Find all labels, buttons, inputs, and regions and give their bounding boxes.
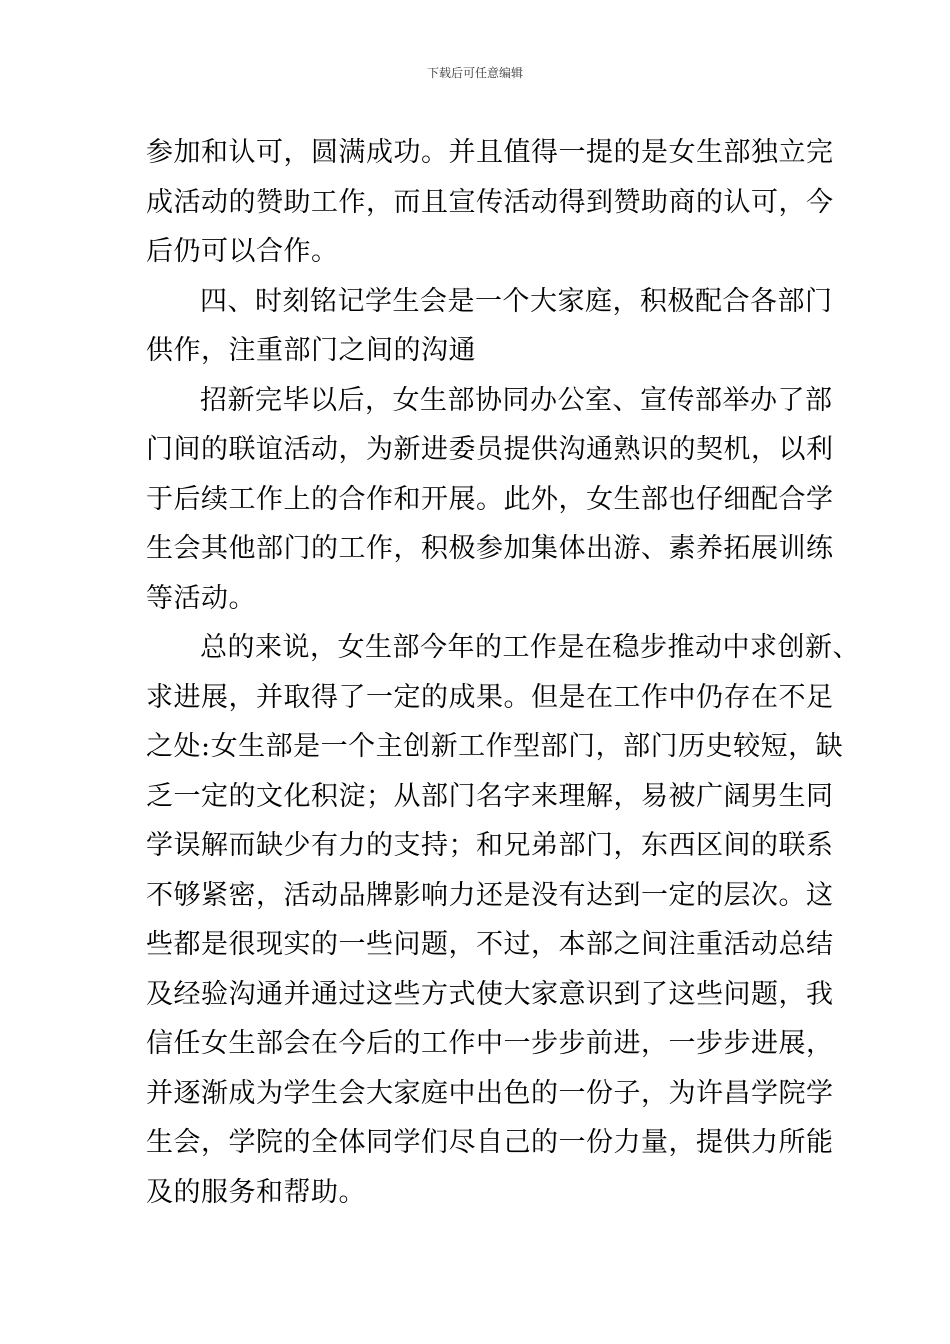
text-line: 于后续工作上的合作和开展。此外，女生部也仔细配合学 — [146, 483, 834, 515]
text-line: 学误解而缺少有力的支持；和兄弟部门，东西区间的联系 — [146, 830, 834, 861]
text-line: 及的服务和帮助。 — [146, 1176, 366, 1208]
text-line: 总的来说，女生部今年的工作是在稳步推动中求创新、 — [200, 632, 860, 663]
document-body — [146, 128, 860, 1217]
text-line: 信任女生部会在今后的工作中一步步前进，一步步进展， — [146, 1028, 834, 1059]
text-line: 成活动的赞助工作，而且宣传活动得到赞助商的认可，今 — [146, 186, 834, 218]
section-heading-line: 供作，注重部门之间的沟通 — [146, 335, 476, 366]
text-line: 等活动。 — [146, 582, 256, 614]
text-line: 求进展，并取得了一定的成果。但是在工作中仍存在不足 — [146, 681, 834, 713]
text-line: 参加和认可，圆满成功。并且值得一提的是女生部独立完 — [146, 137, 834, 168]
text-line: 生会，学院的全体同学们尽自己的一份力量，提供力所能 — [146, 1127, 834, 1158]
text-line: 之处:女生部是一个主创新工作型部门，部门历史较短，缺 — [146, 731, 844, 762]
text-line: 招新完毕以后，女生部协同办公室、宣传部举办了部 — [200, 384, 833, 416]
text-line: 乏一定的文化积淀；从部门名字来理解，易被广阔男生同 — [146, 780, 834, 812]
text-line: 些都是很现实的一些问题，不过，本部之间注重活动总结 — [146, 929, 834, 960]
text-line: 及经验沟通并通过这些方式使大家意识到了这些问题，我 — [146, 978, 834, 1010]
section-heading-line: 四、时刻铭记学生会是一个大家庭，积极配合各部门 — [200, 285, 833, 317]
text-line: 生会其他部门的工作，积极参加集体出游、素养拓展训练 — [146, 533, 834, 564]
text-line: 并逐渐成为学生会大家庭中出色的一份子，为许昌学院学 — [146, 1077, 834, 1109]
page-header: 下载后可任意编辑 — [426, 66, 523, 80]
text-line: 门间的联谊活动，为新进委员提供沟通熟识的契机，以利 — [146, 434, 834, 465]
text-line: 后仍可以合作。 — [146, 236, 339, 267]
text-line: 不够紧密，活动品牌影响力还是没有达到一定的层次。这 — [146, 879, 834, 911]
